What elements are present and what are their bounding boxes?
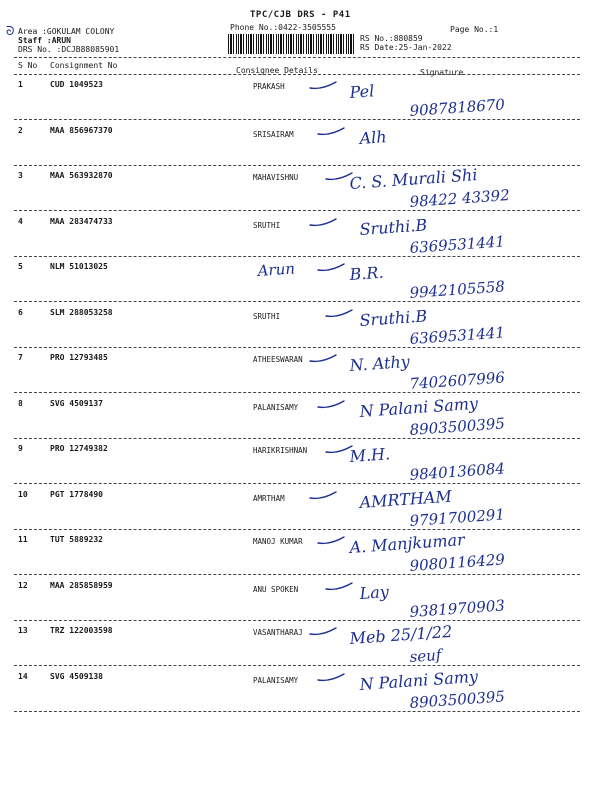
tick-mark <box>310 628 336 634</box>
row-divider <box>14 210 580 211</box>
row-consignment-no: TUT 5889232 <box>50 535 103 544</box>
row-consignment-no: MAA 856967370 <box>50 125 113 135</box>
tick-mark <box>310 219 336 225</box>
signature-text: N Palani Samy <box>358 666 479 694</box>
area-label: Area :GOKULAM COLONY <box>18 27 115 36</box>
row-divider <box>14 529 580 530</box>
signature-phone: 8903500395 <box>409 413 506 439</box>
row-sno: 12 <box>18 580 28 590</box>
row-sno: 7 <box>18 353 23 362</box>
row-consignment-no: MAA 283474733 <box>50 216 113 226</box>
tick-mark <box>318 401 344 407</box>
row-consignment-no: SVG 4509137 <box>50 398 103 408</box>
row-consignee: PRAKASH <box>253 82 285 91</box>
signature-phone: seuf <box>409 645 442 666</box>
row-divider <box>14 256 580 257</box>
row-sno: 14 <box>18 671 28 681</box>
column-divider <box>14 74 580 75</box>
signature-phone: 9087818670 <box>409 95 506 120</box>
row-sno: 1 <box>18 80 23 89</box>
col-sno: S No <box>18 61 38 70</box>
row-divider <box>14 665 580 666</box>
row-sno: 9 <box>18 444 23 453</box>
row-divider <box>14 574 580 575</box>
tick-mark <box>310 355 336 361</box>
row-sno: 8 <box>18 398 23 408</box>
row-divider <box>14 392 580 393</box>
document-title: TPC/CJB DRS - P41 <box>250 10 351 20</box>
signature-phone: 9942105558 <box>409 277 506 302</box>
staff-label: Staff :ARUN <box>18 36 71 45</box>
drs-number: DRS No. :DCJB88085901 <box>18 45 120 54</box>
row-divider <box>14 165 580 166</box>
row-consignee: HARIKRISHNAN <box>253 446 308 455</box>
row-consignee: VASANTHARAJ <box>253 628 303 637</box>
row-sno: 10 <box>18 489 28 499</box>
rs-number: RS No.:880859 <box>360 34 423 43</box>
signature-text: N. Athy <box>348 351 411 375</box>
row-sno: 5 <box>18 262 23 271</box>
row-sno: 13 <box>18 626 28 635</box>
row-sno: 4 <box>18 216 23 226</box>
row-sno: 3 <box>18 171 23 180</box>
row-divider <box>14 301 580 302</box>
row-sno: 11 <box>18 535 28 544</box>
signature-text: AMRTHAM <box>358 486 453 512</box>
col-consignee: Consignee Details <box>236 66 318 75</box>
row-consignment-no: SVG 4509138 <box>50 671 103 681</box>
signature-text: Alh <box>358 126 388 148</box>
row-consignee: SRUTHI <box>253 220 281 230</box>
rs-date: RS Date:25-Jan-2022 <box>360 43 452 52</box>
row-consignee: AMRTHAM <box>253 493 285 503</box>
row-divider <box>14 438 580 439</box>
row-consignment-no: CUD 1049523 <box>50 80 103 89</box>
col-consignment: Consignment No <box>50 61 118 70</box>
signature-area <box>0 666 600 732</box>
row-consignment-no: MAA 285858959 <box>50 580 113 590</box>
tick-mark <box>318 264 344 270</box>
signature-phone: 98422 43392 <box>409 186 511 211</box>
row-consignee: ATHEESWARAN <box>253 355 303 364</box>
row-consignee: ANU SPOKEN <box>253 584 299 594</box>
signature-text: N Palani Samy <box>358 393 479 421</box>
signature-text: Sruthi.B <box>358 305 428 330</box>
row-consignment-no: TRZ 122003598 <box>50 626 113 635</box>
row-consignee: PALANISAMY <box>253 402 299 412</box>
row-divider <box>14 347 580 348</box>
signature-phone: 6369531441 <box>409 231 506 257</box>
signature-text: A. Manjkumar <box>348 529 466 557</box>
row-consignee: PALANISAMY <box>253 675 299 685</box>
row-divider <box>14 620 580 621</box>
signature-text: B.R. <box>348 262 385 284</box>
row-consignee: MANOJ KUMAR <box>253 537 303 546</box>
signature-text: Pel <box>348 81 375 102</box>
tick-mark <box>326 310 352 316</box>
signature-text: M.H. <box>348 444 391 466</box>
tick-mark <box>318 128 344 134</box>
phone-number: Phone No.:0422-3505555 <box>230 23 336 32</box>
row-consignment-no: PRO 12793485 <box>50 353 108 362</box>
signature-phone: 9381970903 <box>409 595 506 621</box>
handwritten-consignee: Arun <box>257 259 296 280</box>
row-sno: 6 <box>18 307 23 317</box>
tick-mark <box>310 492 336 498</box>
tick-mark <box>310 82 336 88</box>
tick-mark <box>318 674 344 680</box>
tick-mark <box>318 537 344 543</box>
row-divider <box>14 119 580 120</box>
row-consignee: SRUTHI <box>253 311 281 321</box>
tick-mark <box>326 583 352 589</box>
row-consignment-no: NLM 51013025 <box>50 262 108 271</box>
signature-phone: 7402607996 <box>409 368 506 393</box>
row-divider <box>14 483 580 484</box>
row-consignment-no: SLM 288053258 <box>50 307 113 317</box>
signature-phone: 9840136084 <box>409 459 506 484</box>
row-consignment-no: PGT 1778490 <box>50 489 103 499</box>
corner-pen-mark: ᘐ <box>6 24 15 38</box>
row-consignment-no: MAA 563932870 <box>50 171 113 180</box>
row-consignment-no: PRO 12749382 <box>50 444 108 453</box>
signature-phone: 6369531441 <box>409 322 506 348</box>
col-signature: Signature <box>420 68 464 77</box>
row-consignee: SRISAIRAM <box>253 129 294 139</box>
row-divider <box>14 711 580 712</box>
signature-text: C. S. Murali Shi <box>348 165 478 193</box>
barcode <box>228 34 356 54</box>
page-number: Page No.:1 <box>450 25 499 34</box>
header-divider <box>14 57 580 58</box>
signature-text: Lay <box>358 581 390 603</box>
signature-phone: 8903500395 <box>409 686 506 712</box>
signature-text: Meb 25/1/22 <box>348 621 453 648</box>
signature-phone: 9791700291 <box>409 504 506 530</box>
signature-text: Sruthi.B <box>358 214 428 239</box>
signature-phone: 9080116429 <box>409 550 506 575</box>
row-consignee: MAHAVISHNU <box>253 173 299 182</box>
row-sno: 2 <box>18 125 23 135</box>
